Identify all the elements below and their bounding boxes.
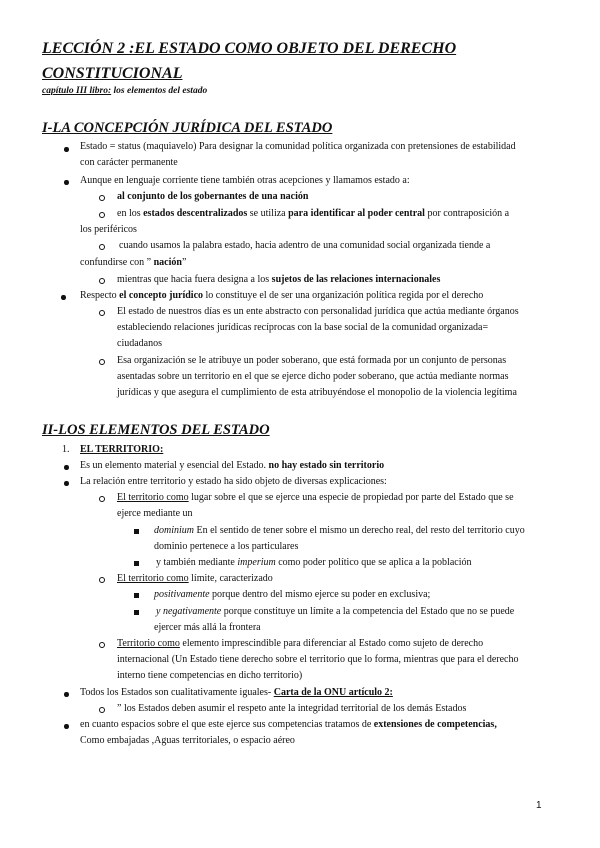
text-line	[80, 718, 497, 731]
text-line	[117, 491, 514, 504]
bullet-circle	[99, 244, 105, 250]
text-run: mientras que hacia fuera designa a los	[117, 274, 272, 285]
text-line	[156, 556, 472, 569]
text-run: Respecto	[80, 290, 120, 301]
bullet-square	[134, 561, 139, 566]
bold-text: no hay estado sin territorio	[268, 460, 385, 471]
text-line	[80, 686, 393, 699]
text-line: internacional (Un Estado tiene derecho sobre el territorio que lo forma, mientras que para el derecho	[117, 654, 519, 665]
text-line	[117, 637, 483, 650]
text-run: porque constituye un límite a la competencia del Estado que no se puede	[221, 606, 515, 617]
bold-text: el concepto jurídico	[119, 290, 204, 301]
text-line: ” los Estados deben asumir el respeto ante la integridad territorial de los demás Estados	[117, 703, 467, 714]
bullet-square	[134, 610, 139, 615]
text-run: por contraposición a	[424, 208, 510, 219]
bold-text: estados descentralizados	[143, 208, 248, 219]
bold-underlined-text: Carta de la ONU artículo 2:	[273, 687, 393, 698]
bullet-dot	[64, 724, 69, 729]
page-subtitle	[42, 86, 207, 96]
text-run: como poder político que se aplica a la población	[275, 557, 472, 568]
text-run: en los	[117, 208, 144, 219]
italic-text: imperium	[237, 557, 276, 568]
bullet-dot	[64, 465, 69, 470]
section-heading-1: I-LA CONCEPCIÓN JURÍDICA DEL ESTADO	[42, 120, 333, 136]
bullet-circle	[99, 278, 105, 284]
text-line	[80, 459, 384, 472]
section-heading-2: II-LOS ELEMENTOS DEL ESTADO	[42, 422, 270, 438]
text-run: Es un elemento material y esencial del Estado.	[80, 460, 269, 471]
bullet-circle	[99, 707, 105, 713]
italic-text: y negativamente	[156, 606, 222, 617]
underlined-text: El territorio como	[117, 492, 189, 503]
text-line: jurídicas y que asegura el cumplimiento de esta atribuyéndose el monopolio de la violencia legítima	[117, 387, 517, 398]
bullet-circle	[99, 212, 105, 218]
text-run: y también mediante	[156, 557, 238, 568]
subheading-territory	[80, 443, 163, 456]
text-line: interno tiene competencias en dicho territorio)	[117, 670, 303, 681]
text-run: elemento imprescindible para diferenciar al Estado como sujeto de derecho	[179, 638, 484, 649]
text-line: ejercer más allá la frontera	[154, 622, 261, 633]
text-line	[156, 605, 514, 618]
bold-text: nación	[153, 257, 182, 268]
text-line: asentadas sobre un territorio en el que se ejerce dicho poder soberano, que actúa mediante normas	[117, 371, 509, 382]
text-line: Estado = status (maquiavelo) Para designar la comunidad política organizada con pretensiones de estabilidad	[80, 141, 516, 152]
bullet-dot	[64, 147, 69, 152]
bullet-dot	[61, 295, 66, 300]
bullet-circle	[99, 195, 105, 201]
text-line: El estado de nuestros días es un ente abstracto con personalidad jurídica que actúa mediante órganos	[117, 306, 519, 317]
bullet-dot	[64, 180, 69, 185]
text-line: dominio pertenece a los particulares	[154, 541, 299, 552]
text-line	[154, 588, 430, 601]
bullet-square	[134, 529, 139, 534]
text-run: límite, caracterizado	[188, 573, 273, 584]
bold-text: para identificar al poder central	[288, 208, 425, 219]
italic-text: positivamente	[154, 589, 210, 600]
bullet-circle	[99, 310, 105, 316]
text-line	[117, 572, 273, 585]
bullet-dot	[64, 692, 69, 697]
text-line: con carácter permanente	[80, 157, 178, 168]
underlined-text: Territorio como	[117, 638, 180, 649]
text-run: En el sentido de tener sobre el mismo un derecho real, del resto del territorio cuyo	[194, 525, 525, 536]
bullet-circle	[99, 359, 105, 365]
text-line: Aunque en lenguaje corriente tiene también otras acepciones y llamamos estado a:	[80, 175, 410, 186]
text-line: Como embajadas ,Aguas territoriales, o espacio aéreo	[80, 735, 295, 746]
text-line: ciudadanos	[117, 338, 162, 349]
text-line: ejerce mediante un	[117, 508, 193, 519]
text-line: los periféricos	[80, 224, 137, 235]
page-title: LECCIÓN 2 :EL ESTADO COMO OBJETO DEL DERECHO CONSTITUCIONAL	[42, 40, 457, 82]
page-number: 1	[536, 800, 542, 811]
subheading-text: EL TERRITORIO:	[80, 444, 164, 455]
text-line: cuando usamos la palabra estado, hacia adentro de una comunidad social organizada tiende a	[119, 240, 491, 251]
text-run: se utiliza	[247, 208, 289, 219]
bold-text: sujetos de las relaciones internacionales	[271, 274, 441, 285]
italic-text: dominium	[154, 525, 194, 536]
list-number: 1.	[62, 444, 70, 455]
text-run: lugar sobre el que se ejerce una especie de propiedad por parte del Estado que se	[188, 492, 514, 503]
text-line	[80, 256, 186, 269]
text-line	[117, 190, 308, 203]
text-run: porque dentro del mismo ejerce su poder en exclusiva;	[209, 589, 431, 600]
bold-text: al conjunto de los gobernantes de una nación	[117, 191, 309, 202]
text-line: La relación entre territorio y estado ha sido objeto de diversas explicaciones:	[80, 476, 387, 487]
text-line	[117, 273, 440, 286]
text-line: estableciendo relaciones jurídicas recíprocas con la base social de la comunidad organizada=	[117, 322, 489, 333]
underlined-text: El territorio como	[117, 573, 189, 584]
text-run: Todos los Estados son cualitativamente iguales-	[80, 687, 274, 698]
bullet-circle	[99, 496, 105, 502]
text-line: Esa organización se le atribuye un poder soberano, que está formada por un conjunto de personas	[117, 355, 507, 366]
text-line	[154, 524, 525, 537]
subtitle-reference: capítulo III libro:	[42, 86, 112, 96]
text-line	[117, 207, 509, 220]
text-run: confundirse con ”	[80, 257, 154, 268]
bold-text: extensiones de competencias,	[373, 719, 497, 730]
bullet-circle	[99, 577, 105, 583]
bullet-square	[134, 593, 139, 598]
text-run: en cuanto espacios sobre el que este ejerce sus competencias tratamos de	[80, 719, 374, 730]
bullet-circle	[99, 642, 105, 648]
text-line	[80, 289, 483, 302]
text-run: lo constituye el de ser una organización política regida por el derecho	[203, 290, 484, 301]
bullet-dot	[64, 481, 69, 486]
text-run: ”	[181, 257, 187, 268]
subtitle-text: los elementos del estado	[111, 86, 208, 96]
